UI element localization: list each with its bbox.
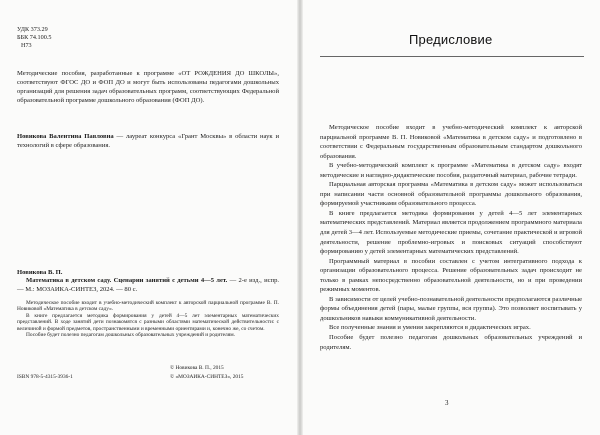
biblio-entry [17,277,279,294]
biblio-title: Математика в детском саду. Сценарии занятий с детьми 4—5 лет. [26,277,228,285]
preface-paragraph: В зависимости от целей учебно-познавательной деятельности предполагаются различные формы объединения детей (пары, малые группы, вся группа). Это позволяет воспитывать у дошкольников навыки коммуникативной деятельности. [320,295,582,322]
preface-paragraph: В книге предлагается методика формирования у детей 4—5 лет элементарных математических представлений. Материал является продолжением программного материала для детей 3—4 лет. Используемые методические приемы, сочетание практической и игровой деятельности, решение проблемно-игровых и поисковых ситуаций способствуют формированию у детей элементарных математических представлений. [320,209,582,256]
author-info [17,132,279,150]
abstract-paragraph: Пособие будет полезно педагогам дошкольных образовательных учреждений и родителям. [26,332,235,339]
abstract-paragraph: Методическое пособие входит в учебно-методический комплект к авторской парциальной программе В. П. Новиковой «Математика в детском саду». [17,300,279,313]
author-name: Новикова Валентина Павловна [17,133,114,140]
author-mark: Н73 [21,42,32,49]
right-page [303,0,600,435]
copyright-publisher: © «МОЗАИКА-СИНТЕЗ», 2015 [170,374,244,380]
bbk-code: ББК 74.100.5 [17,34,52,41]
preface-paragraph: Методическое пособие входит в учебно-методический комплект к авторской парциальной программе В. П. Новиковой «Математика в детском саду» и подготовлено в соответствии с Федеральным государственным образовательным стандартом дошкольного образования. [320,124,582,160]
left-page [0,0,297,435]
biblio-publication: — 2-е изд., испр. — М.: МОЗАИКА-СИНТЕЗ, 2024. — 80 с. [17,277,280,293]
title-rule [320,56,584,57]
page-number: 3 [445,399,449,407]
abstract [17,300,279,338]
abstract-paragraph: В книге предлагается методика формирования у детей 4—5 лет элементарных математических представлений. В ходе занятий дети познакомятся с разными областями математической действительности: с величиной и формой предметов, пространственными и временными ориентирами и, конечно же, со счетом. [17,312,279,332]
intro-text: Методические пособия, разработанные к программе «ОТ РОЖДЕНИЯ ДО ШКОЛЫ», соответствуют ФГОС ДО и ФОП ДО и могут быть использованы педагогами дошкольных организаций для решения задач образовательных программ, соответствующих Федеральной образовательной программе дошкольного образования (ФОП ДО). [17,70,279,105]
preface-paragraph: Пособие будет полезно педагогам дошкольных образовательных учреждений и родителям. [320,334,582,351]
isbn: ISBN 978-5-4315-3936-1 [17,374,73,380]
biblio-author: Новикова В. П. [17,269,63,276]
preface-paragraph: Программный материал в пособии составлен с учетом интегративного подхода к организации образовательного процесса. Решение образовательных задач происходит не только в рамках непосредственно образовательной деятельности, но и при проведении режимных моментов. [320,257,582,294]
bibliographic-record [17,269,279,294]
preface-paragraph: Парциальная авторская программа «Математика в детском саду» может использоваться при написании части основной образовательной программы дошкольного образования, формируемой участниками образовательного процесса. [320,181,582,208]
page-title: Предисловие [409,32,493,47]
author-description: — лауреат конкурса «Грант Москвы» в области наук и технологий в сфере образования. [17,133,279,150]
preface-paragraph: Все полученные знания и умения закрепляются в дидактических играх. [329,324,531,332]
preface-body [320,123,582,352]
catalog-codes [17,26,51,50]
udc-code: УДК 373.29 [17,26,48,33]
copyright-author: © Новикова В. П., 2015 [170,365,224,371]
preface-paragraph: В учебно-методический комплект к программе «Математика в детском саду» входят методические и наглядно-дидактические пособия, раздаточный материал, рабочие тетради. [320,162,582,179]
